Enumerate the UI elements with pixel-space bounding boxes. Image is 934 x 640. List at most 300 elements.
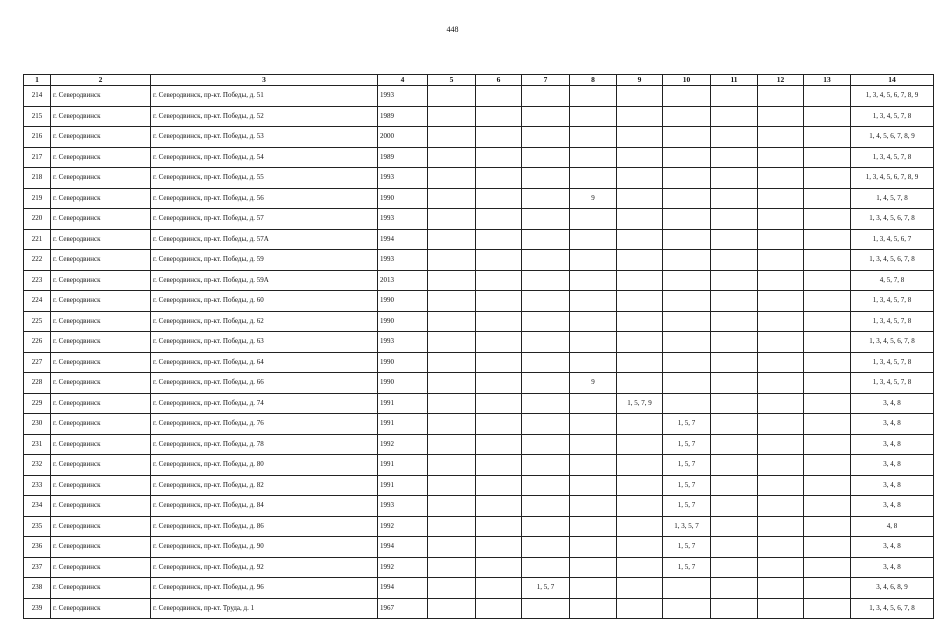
col8-cell: [570, 229, 617, 250]
col6-cell: [476, 455, 522, 476]
col12-cell: [758, 209, 804, 230]
col6-cell: [476, 537, 522, 558]
table-row: [24, 352, 934, 373]
table-row: [24, 475, 934, 496]
col11-cell: [711, 291, 758, 312]
col11-cell: [711, 557, 758, 578]
column-header: 11: [711, 75, 758, 86]
address-cell: г. Северодвинск, пр-кт. Победы, д. 54: [151, 147, 378, 168]
col7-cell: [522, 496, 570, 517]
col6-cell: [476, 188, 522, 209]
col6-cell: [476, 393, 522, 414]
col8-cell: [570, 106, 617, 127]
col6-cell: [476, 516, 522, 537]
year-cell: 1991: [378, 414, 428, 435]
table-row: [24, 147, 934, 168]
address-cell: г. Северодвинск, пр-кт. Победы, д. 62: [151, 311, 378, 332]
col9-cell: [617, 229, 663, 250]
col10-cell: 1, 5, 7: [663, 475, 711, 496]
col13-cell: [804, 127, 851, 148]
col6-cell: [476, 250, 522, 271]
row-number-cell: 227: [24, 352, 51, 373]
col12-cell: [758, 188, 804, 209]
col11-cell: [711, 414, 758, 435]
col13-cell: [804, 209, 851, 230]
settlement-cell: г. Северодвинск: [51, 209, 151, 230]
col12-cell: [758, 578, 804, 599]
col13-cell: [804, 475, 851, 496]
col13-cell: [804, 332, 851, 353]
col8-cell: [570, 270, 617, 291]
address-cell: г. Северодвинск, пр-кт. Победы, д. 80: [151, 455, 378, 476]
year-cell: 2000: [378, 127, 428, 148]
col11-cell: [711, 209, 758, 230]
col11-cell: [711, 147, 758, 168]
table-row: [24, 311, 934, 332]
col14-cell: 3, 4, 6, 8, 9: [851, 578, 934, 599]
col13-cell: [804, 455, 851, 476]
col12-cell: [758, 352, 804, 373]
col10-cell: [663, 86, 711, 107]
col7-cell: 1, 5, 7: [522, 578, 570, 599]
table-row: [24, 393, 934, 414]
settlement-cell: г. Северодвинск: [51, 598, 151, 619]
address-cell: г. Северодвинск, пр-кт. Победы, д. 57А: [151, 229, 378, 250]
col6-cell: [476, 557, 522, 578]
settlement-cell: г. Северодвинск: [51, 270, 151, 291]
col10-cell: [663, 598, 711, 619]
col9-cell: [617, 496, 663, 517]
settlement-cell: г. Северодвинск: [51, 352, 151, 373]
address-cell: г. Северодвинск, пр-кт. Победы, д. 51: [151, 86, 378, 107]
col5-cell: [428, 414, 476, 435]
col8-cell: [570, 250, 617, 271]
table-row: [24, 496, 934, 517]
col8-cell: 9: [570, 373, 617, 394]
col10-cell: [663, 352, 711, 373]
row-number-cell: 233: [24, 475, 51, 496]
col13-cell: [804, 270, 851, 291]
col12-cell: [758, 332, 804, 353]
col14-cell: 1, 3, 4, 5, 6, 7, 8: [851, 598, 934, 619]
col7-cell: [522, 373, 570, 394]
year-cell: 1993: [378, 250, 428, 271]
col10-cell: 1, 3, 5, 7: [663, 516, 711, 537]
col5-cell: [428, 455, 476, 476]
col12-cell: [758, 537, 804, 558]
table-row: [24, 168, 934, 189]
col11-cell: [711, 188, 758, 209]
col10-cell: [663, 188, 711, 209]
col14-cell: 1, 3, 4, 5, 6, 7, 8, 9: [851, 86, 934, 107]
col12-cell: [758, 127, 804, 148]
year-cell: 1990: [378, 311, 428, 332]
col13-cell: [804, 496, 851, 517]
col9-cell: [617, 557, 663, 578]
col11-cell: [711, 168, 758, 189]
table-row: [24, 578, 934, 599]
col9-cell: [617, 147, 663, 168]
col9-cell: [617, 516, 663, 537]
col13-cell: [804, 147, 851, 168]
housing-registry-table: [23, 74, 934, 619]
settlement-cell: г. Северодвинск: [51, 516, 151, 537]
settlement-cell: г. Северодвинск: [51, 414, 151, 435]
page-number: 448: [446, 25, 459, 34]
col6-cell: [476, 270, 522, 291]
row-number-cell: 215: [24, 106, 51, 127]
col7-cell: [522, 291, 570, 312]
col11-cell: [711, 311, 758, 332]
col12-cell: [758, 229, 804, 250]
col13-cell: [804, 168, 851, 189]
col11-cell: [711, 475, 758, 496]
col6-cell: [476, 86, 522, 107]
col14-cell: 3, 4, 8: [851, 434, 934, 455]
row-number-cell: 235: [24, 516, 51, 537]
col9-cell: [617, 455, 663, 476]
col12-cell: [758, 516, 804, 537]
col8-cell: [570, 455, 617, 476]
address-cell: г. Северодвинск, пр-кт. Победы, д. 57: [151, 209, 378, 230]
row-number-cell: 216: [24, 127, 51, 148]
col5-cell: [428, 86, 476, 107]
col5-cell: [428, 598, 476, 619]
col7-cell: [522, 557, 570, 578]
col9-cell: [617, 291, 663, 312]
col9-cell: [617, 434, 663, 455]
col5-cell: [428, 311, 476, 332]
col8-cell: [570, 168, 617, 189]
col6-cell: [476, 229, 522, 250]
col11-cell: [711, 537, 758, 558]
col12-cell: [758, 86, 804, 107]
col7-cell: [522, 352, 570, 373]
col9-cell: [617, 352, 663, 373]
col7-cell: [522, 250, 570, 271]
col7-cell: [522, 516, 570, 537]
row-number-cell: 238: [24, 578, 51, 599]
col10-cell: [663, 209, 711, 230]
col12-cell: [758, 557, 804, 578]
col14-cell: 1, 4, 5, 6, 7, 8, 9: [851, 127, 934, 148]
col11-cell: [711, 86, 758, 107]
col12-cell: [758, 598, 804, 619]
table-row: [24, 270, 934, 291]
address-cell: г. Северодвинск, пр-кт. Победы, д. 82: [151, 475, 378, 496]
col13-cell: [804, 557, 851, 578]
col13-cell: [804, 373, 851, 394]
col12-cell: [758, 311, 804, 332]
column-header: 2: [51, 75, 151, 86]
table-row: [24, 434, 934, 455]
col11-cell: [711, 332, 758, 353]
col8-cell: [570, 291, 617, 312]
col10-cell: [663, 168, 711, 189]
col9-cell: [617, 270, 663, 291]
row-number-cell: 229: [24, 393, 51, 414]
year-cell: 1967: [378, 598, 428, 619]
col5-cell: [428, 393, 476, 414]
row-number-cell: 221: [24, 229, 51, 250]
col12-cell: [758, 270, 804, 291]
col9-cell: [617, 537, 663, 558]
col9-cell: [617, 106, 663, 127]
address-cell: г. Северодвинск, пр-кт. Победы, д. 90: [151, 537, 378, 558]
year-cell: 1992: [378, 516, 428, 537]
col8-cell: [570, 475, 617, 496]
settlement-cell: г. Северодвинск: [51, 455, 151, 476]
col12-cell: [758, 147, 804, 168]
col9-cell: 1, 5, 7, 9: [617, 393, 663, 414]
col11-cell: [711, 516, 758, 537]
year-cell: 1991: [378, 455, 428, 476]
year-cell: 1989: [378, 147, 428, 168]
col6-cell: [476, 291, 522, 312]
col12-cell: [758, 475, 804, 496]
col13-cell: [804, 106, 851, 127]
col7-cell: [522, 537, 570, 558]
col14-cell: 1, 3, 4, 5, 7, 8: [851, 352, 934, 373]
col14-cell: 1, 3, 4, 5, 7, 8: [851, 147, 934, 168]
settlement-cell: г. Северодвинск: [51, 434, 151, 455]
settlement-cell: г. Северодвинск: [51, 496, 151, 517]
row-number-cell: 231: [24, 434, 51, 455]
col8-cell: 9: [570, 188, 617, 209]
settlement-cell: г. Северодвинск: [51, 475, 151, 496]
address-cell: г. Северодвинск, пр-кт. Победы, д. 60: [151, 291, 378, 312]
col10-cell: [663, 332, 711, 353]
col5-cell: [428, 475, 476, 496]
col6-cell: [476, 352, 522, 373]
table-row: [24, 291, 934, 312]
column-header: 8: [570, 75, 617, 86]
col14-cell: 1, 3, 4, 5, 7, 8: [851, 291, 934, 312]
col9-cell: [617, 475, 663, 496]
table-row: [24, 188, 934, 209]
row-number-cell: 234: [24, 496, 51, 517]
column-header: 12: [758, 75, 804, 86]
col14-cell: 3, 4, 8: [851, 414, 934, 435]
table-row: [24, 537, 934, 558]
column-header: 3: [151, 75, 378, 86]
col7-cell: [522, 434, 570, 455]
col13-cell: [804, 598, 851, 619]
col12-cell: [758, 455, 804, 476]
col9-cell: [617, 332, 663, 353]
col9-cell: [617, 86, 663, 107]
col5-cell: [428, 434, 476, 455]
address-cell: г. Северодвинск, пр-кт. Победы, д. 56: [151, 188, 378, 209]
col7-cell: [522, 229, 570, 250]
year-cell: 1994: [378, 537, 428, 558]
col6-cell: [476, 209, 522, 230]
year-cell: 1989: [378, 106, 428, 127]
col5-cell: [428, 147, 476, 168]
col8-cell: [570, 311, 617, 332]
col10-cell: [663, 373, 711, 394]
col9-cell: [617, 127, 663, 148]
col5-cell: [428, 250, 476, 271]
col8-cell: [570, 414, 617, 435]
col13-cell: [804, 311, 851, 332]
col8-cell: [570, 578, 617, 599]
col13-cell: [804, 537, 851, 558]
year-cell: 1993: [378, 209, 428, 230]
col6-cell: [476, 373, 522, 394]
settlement-cell: г. Северодвинск: [51, 311, 151, 332]
row-number-cell: 232: [24, 455, 51, 476]
col10-cell: [663, 229, 711, 250]
address-cell: г. Северодвинск, пр-кт. Победы, д. 64: [151, 352, 378, 373]
col7-cell: [522, 332, 570, 353]
col13-cell: [804, 229, 851, 250]
col14-cell: 3, 4, 8: [851, 557, 934, 578]
settlement-cell: г. Северодвинск: [51, 86, 151, 107]
col5-cell: [428, 496, 476, 517]
row-number-cell: 223: [24, 270, 51, 291]
settlement-cell: г. Северодвинск: [51, 106, 151, 127]
col10-cell: [663, 250, 711, 271]
col10-cell: 1, 5, 7: [663, 537, 711, 558]
table-body: [24, 86, 934, 619]
col14-cell: 3, 4, 8: [851, 393, 934, 414]
col8-cell: [570, 86, 617, 107]
col14-cell: 1, 3, 4, 5, 6, 7: [851, 229, 934, 250]
col8-cell: [570, 598, 617, 619]
row-number-cell: 239: [24, 598, 51, 619]
address-cell: г. Северодвинск, пр-кт. Победы, д. 92: [151, 557, 378, 578]
address-cell: г. Северодвинск, пр-кт. Победы, д. 59: [151, 250, 378, 271]
col12-cell: [758, 168, 804, 189]
col11-cell: [711, 598, 758, 619]
col14-cell: 4, 5, 7, 8: [851, 270, 934, 291]
col14-cell: 1, 3, 4, 5, 6, 7, 8: [851, 209, 934, 230]
col13-cell: [804, 578, 851, 599]
col6-cell: [476, 147, 522, 168]
col13-cell: [804, 352, 851, 373]
year-cell: 1990: [378, 352, 428, 373]
address-cell: г. Северодвинск, пр-кт. Победы, д. 76: [151, 414, 378, 435]
col5-cell: [428, 188, 476, 209]
table-row: [24, 250, 934, 271]
column-header: 14: [851, 75, 934, 86]
address-cell: г. Северодвинск, пр-кт. Победы, д. 86: [151, 516, 378, 537]
col12-cell: [758, 393, 804, 414]
col11-cell: [711, 352, 758, 373]
settlement-cell: г. Северодвинск: [51, 188, 151, 209]
year-cell: 1990: [378, 373, 428, 394]
col8-cell: [570, 496, 617, 517]
col11-cell: [711, 373, 758, 394]
address-cell: г. Северодвинск, пр-кт. Победы, д. 66: [151, 373, 378, 394]
col14-cell: 3, 4, 8: [851, 496, 934, 517]
col14-cell: 1, 4, 5, 7, 8: [851, 188, 934, 209]
row-number-cell: 230: [24, 414, 51, 435]
settlement-cell: г. Северодвинск: [51, 229, 151, 250]
col8-cell: [570, 352, 617, 373]
col10-cell: 1, 5, 7: [663, 496, 711, 517]
address-cell: г. Северодвинск, пр-кт. Труда, д. 1: [151, 598, 378, 619]
col5-cell: [428, 373, 476, 394]
col14-cell: 1, 3, 4, 5, 6, 7, 8, 9: [851, 168, 934, 189]
col7-cell: [522, 127, 570, 148]
col13-cell: [804, 250, 851, 271]
address-cell: г. Северодвинск, пр-кт. Победы, д. 96: [151, 578, 378, 599]
year-cell: 1992: [378, 557, 428, 578]
col9-cell: [617, 311, 663, 332]
address-cell: г. Северодвинск, пр-кт. Победы, д. 78: [151, 434, 378, 455]
table-row: [24, 598, 934, 619]
col14-cell: 1, 3, 4, 5, 7, 8: [851, 373, 934, 394]
column-header: 9: [617, 75, 663, 86]
col7-cell: [522, 475, 570, 496]
address-cell: г. Северодвинск, пр-кт. Победы, д. 52: [151, 106, 378, 127]
settlement-cell: г. Северодвинск: [51, 373, 151, 394]
col6-cell: [476, 475, 522, 496]
col10-cell: 1, 5, 7: [663, 557, 711, 578]
col14-cell: 3, 4, 8: [851, 455, 934, 476]
col9-cell: [617, 209, 663, 230]
col11-cell: [711, 434, 758, 455]
col5-cell: [428, 168, 476, 189]
col7-cell: [522, 209, 570, 230]
col12-cell: [758, 373, 804, 394]
year-cell: 1993: [378, 496, 428, 517]
settlement-cell: г. Северодвинск: [51, 147, 151, 168]
year-cell: 1991: [378, 475, 428, 496]
col7-cell: [522, 270, 570, 291]
col13-cell: [804, 86, 851, 107]
col10-cell: [663, 147, 711, 168]
col13-cell: [804, 516, 851, 537]
col14-cell: 1, 3, 4, 5, 7, 8: [851, 311, 934, 332]
year-cell: 1990: [378, 291, 428, 312]
year-cell: 1993: [378, 168, 428, 189]
col9-cell: [617, 578, 663, 599]
col11-cell: [711, 496, 758, 517]
row-number-cell: 218: [24, 168, 51, 189]
col5-cell: [428, 229, 476, 250]
table-row: [24, 414, 934, 435]
col10-cell: 1, 5, 7: [663, 455, 711, 476]
col7-cell: [522, 106, 570, 127]
col5-cell: [428, 291, 476, 312]
col10-cell: [663, 311, 711, 332]
col11-cell: [711, 578, 758, 599]
row-number-cell: 214: [24, 86, 51, 107]
col8-cell: [570, 393, 617, 414]
col9-cell: [617, 168, 663, 189]
col9-cell: [617, 250, 663, 271]
col14-cell: 3, 4, 8: [851, 537, 934, 558]
col11-cell: [711, 127, 758, 148]
col6-cell: [476, 434, 522, 455]
col8-cell: [570, 127, 617, 148]
col13-cell: [804, 414, 851, 435]
col6-cell: [476, 578, 522, 599]
year-cell: 1993: [378, 332, 428, 353]
col5-cell: [428, 209, 476, 230]
col5-cell: [428, 537, 476, 558]
col7-cell: [522, 147, 570, 168]
col9-cell: [617, 373, 663, 394]
settlement-cell: г. Северодвинск: [51, 168, 151, 189]
col6-cell: [476, 598, 522, 619]
col11-cell: [711, 455, 758, 476]
col5-cell: [428, 516, 476, 537]
col14-cell: 1, 3, 4, 5, 6, 7, 8: [851, 332, 934, 353]
